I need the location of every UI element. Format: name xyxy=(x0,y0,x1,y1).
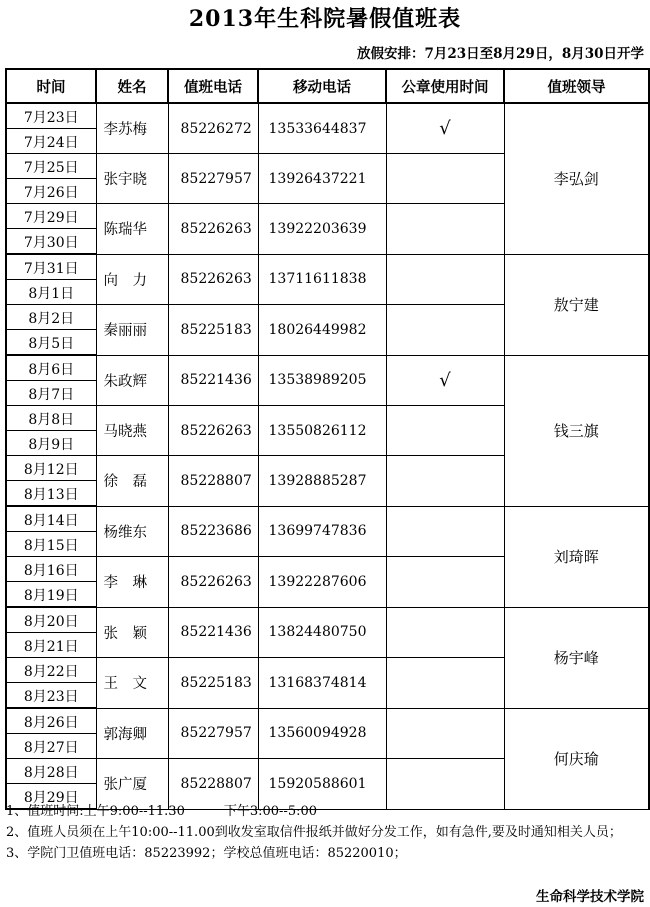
duty-person-name: 徐 磊 xyxy=(96,456,168,507)
seal-usage-mark xyxy=(386,456,504,507)
date-text: 8月5日 xyxy=(28,336,75,352)
mobile-phone: 13926437221 xyxy=(258,154,386,204)
duty-date-start xyxy=(6,154,96,179)
seal-usage-mark: √ xyxy=(386,355,504,406)
date-text: 8月29日 xyxy=(23,790,79,806)
notes xyxy=(6,801,646,864)
duty-date-start xyxy=(6,355,96,381)
duty-date-start xyxy=(6,557,96,582)
duty-person-name: 张广厦 xyxy=(96,759,168,810)
mobile-phone: 13699747836 xyxy=(258,506,386,557)
mobile-phone: 13928885287 xyxy=(258,456,386,507)
duty-table-body xyxy=(6,103,649,809)
date-text: 7月23日 xyxy=(23,110,79,126)
duty-phone: 85228807 xyxy=(168,456,258,507)
seal-usage-mark: √ xyxy=(386,103,504,154)
duty-date-start xyxy=(6,607,96,633)
mobile-phone: 18026449982 xyxy=(258,305,386,356)
duty-phone: 85226263 xyxy=(168,557,258,608)
duty-person-name: 张宇晓 xyxy=(96,154,168,204)
duty-person-name: 马晓燕 xyxy=(96,406,168,456)
duty-person-name: 张 颖 xyxy=(96,607,168,658)
duty-date-start xyxy=(6,658,96,683)
duty-person-name: 朱政辉 xyxy=(96,355,168,406)
note-1: 1、值班时间:上午9:00--11.30 下午3:00--5:00 xyxy=(6,804,318,819)
date-text: 8月27日 xyxy=(23,740,79,756)
date-text: 7月31日 xyxy=(23,261,79,277)
mobile-phone: 13824480750 xyxy=(258,607,386,658)
table-row xyxy=(6,506,649,532)
table-row xyxy=(6,355,649,381)
mobile-phone: 13560094928 xyxy=(258,708,386,759)
date-text: 8月21日 xyxy=(23,639,79,655)
duty-person-name: 李 琳 xyxy=(96,557,168,608)
duty-date-start xyxy=(6,254,96,280)
seal-usage-mark xyxy=(386,204,504,255)
seal-usage-mark xyxy=(386,506,504,557)
mobile-phone: 13922203639 xyxy=(258,204,386,255)
duty-date-end xyxy=(6,129,96,154)
date-text: 7月29日 xyxy=(23,210,79,226)
duty-date-start xyxy=(6,759,96,784)
date-text: 8月8日 xyxy=(28,412,75,428)
mobile-phone: 13922287606 xyxy=(258,557,386,608)
date-text: 7月24日 xyxy=(23,135,79,151)
seal-usage-mark xyxy=(386,658,504,709)
duty-person-name: 郭海卿 xyxy=(96,708,168,759)
mobile-phone: 13538989205 xyxy=(258,355,386,406)
duty-leader: 何庆瑜 xyxy=(504,708,649,809)
duty-date-start xyxy=(6,204,96,229)
date-text: 8月6日 xyxy=(28,362,75,378)
seal-usage-mark xyxy=(386,154,504,204)
duty-date-start xyxy=(6,708,96,734)
date-text: 8月28日 xyxy=(23,765,79,781)
duty-date-start xyxy=(6,456,96,481)
date-text: 8月15日 xyxy=(23,538,79,554)
duty-person-name: 王 文 xyxy=(96,658,168,709)
table-row xyxy=(6,708,649,734)
date-text: 8月19日 xyxy=(23,588,79,604)
duty-phone: 85227957 xyxy=(168,154,258,204)
seal-usage-mark xyxy=(386,607,504,658)
duty-date-end xyxy=(6,280,96,305)
duty-date-start xyxy=(6,406,96,431)
duty-date-start xyxy=(6,305,96,330)
table-row xyxy=(6,103,649,129)
seal-usage-mark xyxy=(386,254,504,305)
mobile-phone: 13533644837 xyxy=(258,103,386,154)
duty-leader: 杨宇峰 xyxy=(504,607,649,708)
date-text: 8月16日 xyxy=(23,563,79,579)
duty-phone: 85228807 xyxy=(168,759,258,810)
date-text: 8月20日 xyxy=(23,614,79,630)
date-text: 8月9日 xyxy=(28,437,75,453)
duty-date-start xyxy=(6,506,96,532)
duty-date-start xyxy=(6,103,96,129)
seal-usage-mark xyxy=(386,406,504,456)
duty-date-end xyxy=(6,381,96,406)
holiday-arrangement: 放假安排：7月23日至8月29日，8月30日开学 xyxy=(356,46,644,62)
duty-phone: 85226272 xyxy=(168,103,258,154)
duty-date-end xyxy=(6,179,96,204)
duty-person-name: 陈瑞华 xyxy=(96,204,168,255)
duty-phone: 85225183 xyxy=(168,305,258,356)
duty-person-name: 秦丽丽 xyxy=(96,305,168,356)
header-leader: 值班领导 xyxy=(504,69,649,103)
duty-person-name: 杨维东 xyxy=(96,506,168,557)
duty-date-end xyxy=(6,330,96,356)
duty-phone: 85226263 xyxy=(168,254,258,305)
duty-phone: 85226263 xyxy=(168,406,258,456)
table-header-row xyxy=(6,69,649,103)
header-name: 姓名 xyxy=(96,69,168,103)
duty-phone: 85223686 xyxy=(168,506,258,557)
duty-phone: 85221436 xyxy=(168,355,258,406)
duty-phone: 85226263 xyxy=(168,204,258,255)
seal-usage-mark xyxy=(386,305,504,356)
date-text: 7月26日 xyxy=(23,185,79,201)
date-text: 7月25日 xyxy=(23,160,79,176)
date-text: 8月2日 xyxy=(28,311,75,327)
duty-leader: 李弘剑 xyxy=(504,103,649,254)
header-seal-time: 公章使用时间 xyxy=(386,69,504,103)
duty-person-name: 向 力 xyxy=(96,254,168,305)
duty-date-end xyxy=(6,734,96,759)
duty-phone: 85221436 xyxy=(168,607,258,658)
duty-date-end xyxy=(6,481,96,507)
duty-date-end xyxy=(6,229,96,255)
seal-usage-mark xyxy=(386,557,504,608)
header-phone: 值班电话 xyxy=(168,69,258,103)
date-text: 8月22日 xyxy=(23,664,79,680)
date-text: 8月14日 xyxy=(23,513,79,529)
mobile-phone: 15920588601 xyxy=(258,759,386,810)
date-text: 8月23日 xyxy=(23,689,79,705)
duty-date-end xyxy=(6,532,96,557)
header-date: 时间 xyxy=(6,69,96,103)
header-mobile: 移动电话 xyxy=(258,69,386,103)
duty-leader: 刘琦晖 xyxy=(504,506,649,607)
seal-usage-mark xyxy=(386,708,504,759)
duty-date-end xyxy=(6,431,96,456)
mobile-phone: 13550826112 xyxy=(258,406,386,456)
table-row xyxy=(6,254,649,280)
duty-date-end xyxy=(6,683,96,709)
mobile-phone: 13711611838 xyxy=(258,254,386,305)
duty-phone: 85225183 xyxy=(168,658,258,709)
mobile-phone: 13168374814 xyxy=(258,658,386,709)
date-text: 8月13日 xyxy=(23,487,79,503)
date-text: 8月7日 xyxy=(28,387,75,403)
table-row xyxy=(6,607,649,633)
duty-table xyxy=(5,68,650,810)
note-3: 3、学院门卫值班电话：85223992；学校总值班电话：85220010； xyxy=(6,846,407,861)
duty-date-end xyxy=(6,633,96,658)
date-text: 7月30日 xyxy=(23,235,79,251)
date-text: 8月26日 xyxy=(23,715,79,731)
note-2: 2、值班人员须在上午10:00--11.00到收发室取信件报纸并做好分发工作，如有急件,要及时通知相关人员； xyxy=(6,825,622,840)
duty-leader: 敖宁建 xyxy=(504,254,649,355)
page-title: 2013年生科院暑假值班表 xyxy=(188,6,462,32)
duty-person-name: 李苏梅 xyxy=(96,103,168,154)
date-text: 8月12日 xyxy=(23,462,79,478)
organization-name: 生命科学技术学院 xyxy=(536,889,644,905)
date-text: 8月1日 xyxy=(28,286,75,302)
duty-phone: 85227957 xyxy=(168,708,258,759)
duty-leader: 钱三旗 xyxy=(504,355,649,506)
duty-date-end xyxy=(6,582,96,608)
